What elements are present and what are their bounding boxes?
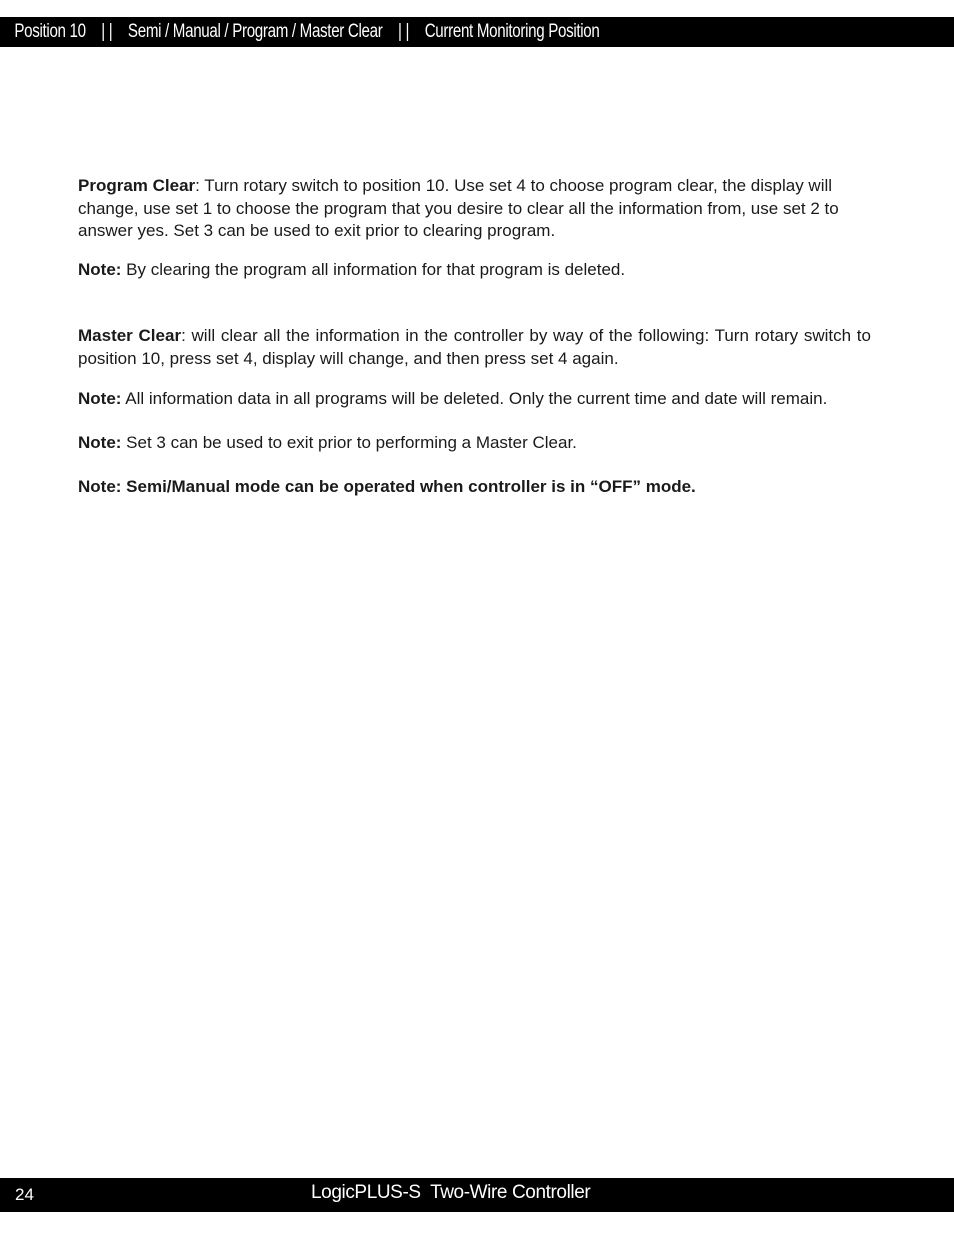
master-clear-text: : will clear all the information in the controller by way of the following: Turn rotary switch to position 10, press set 4, display will change, and then press set 4 again. bbox=[78, 326, 871, 368]
program-clear-paragraph bbox=[78, 175, 871, 243]
note-label: Note: bbox=[78, 432, 122, 452]
master-clear-term: Master Clear bbox=[78, 326, 182, 345]
note-text: All information data in all programs will be deleted. Only the current time and date will remain. bbox=[121, 389, 828, 408]
page-number: 24 bbox=[15, 1185, 34, 1204]
program-clear-term: Program Clear bbox=[78, 176, 196, 195]
page-header bbox=[0, 17, 954, 47]
header-monitoring: Current Monitoring Position bbox=[424, 21, 600, 42]
program-clear-text: : Turn rotary switch to position 10. Use set 4 to choose program clear, the display will change, use set 1 to choose the program that you desire to clear all the information from, use set 2 to answer yes. Set 3 can be used to exit prior to clearing program. bbox=[78, 176, 839, 240]
document-body bbox=[78, 175, 871, 499]
header-position: Position 10 bbox=[14, 21, 86, 42]
exit-note bbox=[78, 432, 871, 455]
header-separator: | | bbox=[398, 21, 410, 42]
semi-manual-note: Note: Semi/Manual mode can be operated when controller is in “OFF” mode. bbox=[78, 477, 696, 496]
program-clear-note bbox=[78, 259, 871, 282]
note-label: Note: bbox=[78, 389, 122, 408]
note-text: Set 3 can be used to exit prior to performing a Master Clear. bbox=[121, 432, 577, 452]
master-clear-note bbox=[78, 388, 871, 411]
page-footer bbox=[0, 1178, 954, 1212]
header-separator: | | bbox=[101, 21, 113, 42]
note-text: By clearing the program all information for that program is deleted. bbox=[121, 259, 626, 279]
header-modes: Semi / Manual / Program / Master Clear bbox=[127, 21, 383, 42]
note-label: Note: bbox=[78, 259, 122, 279]
footer-title: LogicPLUS-S Two-Wire Controller bbox=[311, 1182, 591, 1203]
master-clear-paragraph bbox=[78, 325, 871, 370]
